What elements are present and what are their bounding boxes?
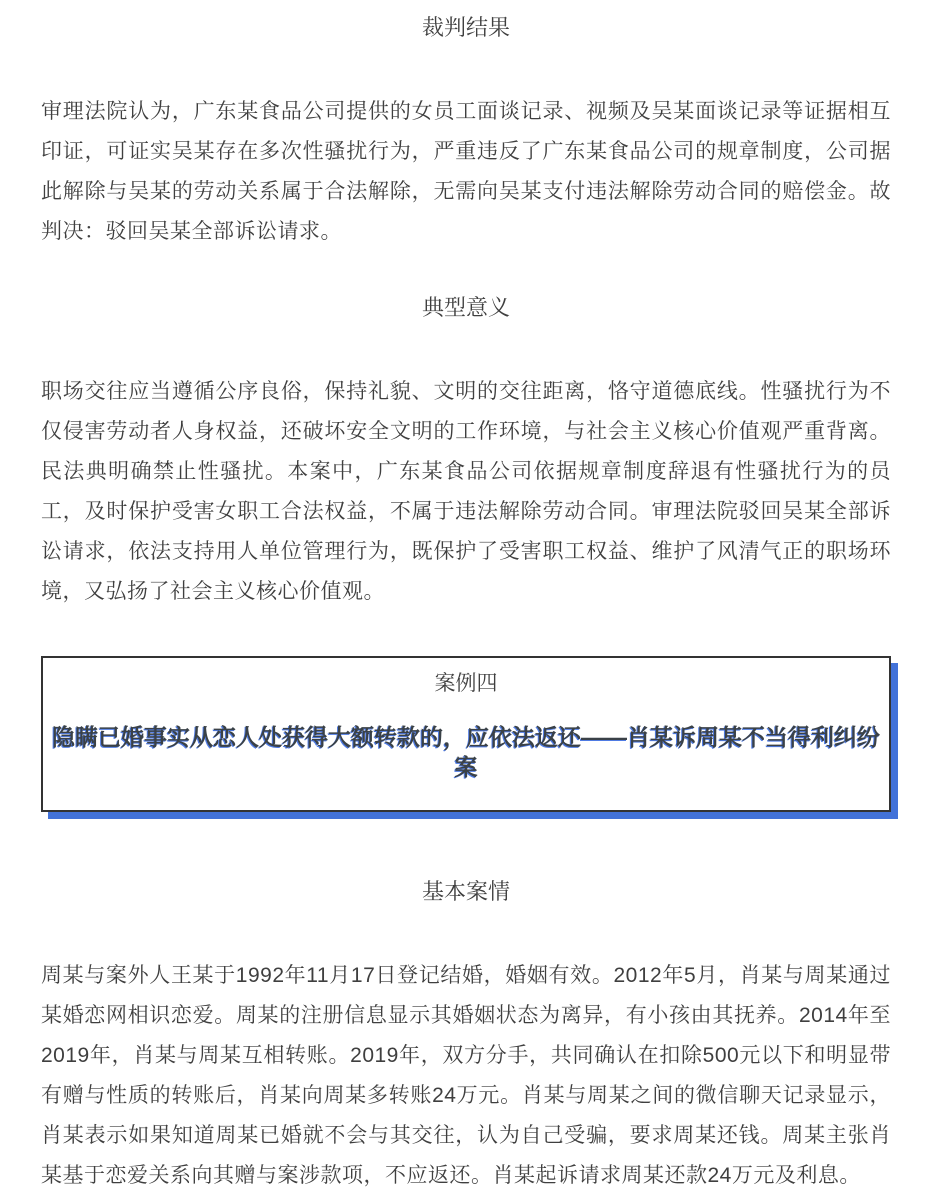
- paragraph-judgment-result: 审理法院认为，广东某食品公司提供的女员工面谈记录、视频及吴某面谈记录等证据相互印证，可证实吴某存在多次性骚扰行为，严重违反了广东某食品公司的规章制度，公司据此解除与吴某的劳动关系属于合法解除，无需向吴某支付违法解除劳动合同的赔偿金。故判决：驳回吴某全部诉讼请求。: [41, 100, 891, 243]
- section-heading-typical-significance: 典型意义: [421, 295, 510, 320]
- case-number-label: 案例四: [434, 672, 498, 695]
- paragraph-typical-significance: 职场交往应当遵循公序良俗，保持礼貌、文明的交往距离，恪守道德底线。性骚扰行为不仅侵害劳动者人身权益，还破坏安全文明的工作环境，与社会主义核心价值观严重背离。民法典明确禁止性骚扰。本案中，广东某食品公司依据规章制度辞退有性骚扰行为的员工，及时保护受害女职工合法权益，不属于违法解除劳动合同。审理法院驳回吴某全部诉讼请求，依法支持用人单位管理行为，既保护了受害职工权益、维护了风清气正的职场环境，又弘扬了社会主义核心价值观。: [41, 380, 891, 603]
- case-four-banner: [41, 656, 891, 812]
- case-title: 隐瞒已婚事实从恋人处获得大额转款的，应依法返还——肖某诉周某不当得利纠纷案: [52, 724, 880, 780]
- section-heading-basic-facts: 基本案情: [421, 879, 510, 904]
- section-heading-judgment-result: 裁判结果: [421, 15, 510, 40]
- paragraph-basic-facts: 周某与案外人王某于1992年11月17日登记结婚，婚姻有效。2012年5月，肖某与周某通过某婚恋网相识恋爱。周某的注册信息显示其婚姻状态为离异，有小孩由其抚养。2014年至2019年，肖某与周某互相转账。2019年，双方分手，共同确认在扣除500元以下和明显带有赠与性质的转账后，肖某向周某多转账24万元。肖某与周某之间的微信聊天记录显示，肖某表示如果知道周某已婚就不会与其交往，认为自己受骗，要求周某还钱。周某主张肖某基于恋爱关系向其赠与案涉款项，不应返还。肖某起诉请求周某还款24万元及利息。: [41, 964, 891, 1187]
- legal-case-document: [0, 14, 932, 1196]
